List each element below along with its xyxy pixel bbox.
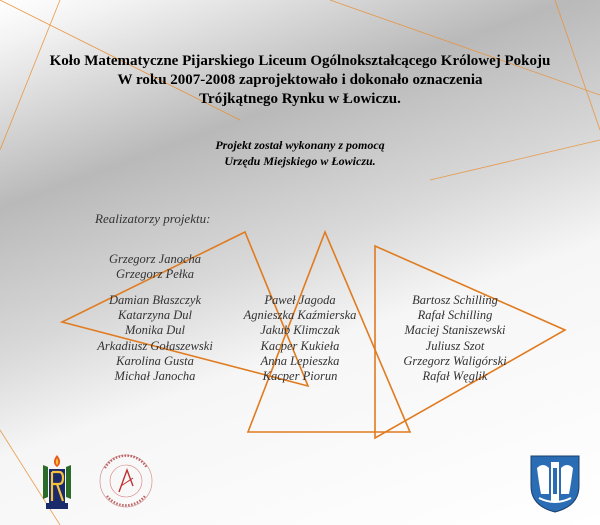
school-logo-icon — [40, 453, 74, 511]
list-item: Damian Błaszczyk — [109, 293, 201, 307]
list-item: Arkadiusz Gołaszewski — [97, 338, 213, 353]
sponsor-line-2: Urzędu Miejskiego w Łowiczu. — [224, 154, 376, 168]
list-item: Grzegorz Waligórski — [403, 353, 507, 368]
list-item: Rafał Schilling — [417, 308, 493, 323]
leaders-list — [70, 252, 240, 282]
list-item: Paweł Jagoda — [264, 293, 336, 307]
members-column-3 — [385, 293, 525, 384]
members-column-2 — [230, 293, 370, 384]
sponsor-note — [0, 137, 600, 169]
list-item: Anna Lepieszka — [260, 353, 340, 368]
list-item: Michał Janocha — [114, 369, 196, 384]
list-item: Karolina Gusta — [116, 353, 194, 368]
title-block — [0, 52, 600, 109]
list-item: Juliusz Szot — [425, 338, 485, 353]
list-item: Grzegorz Janocha — [108, 252, 201, 266]
list-item: Bartosz Schilling — [412, 293, 498, 307]
list-item: Katarzyna Dul — [118, 308, 192, 323]
list-item: Maciej Staniszewski — [404, 323, 506, 338]
title-line-2: W roku 2007-2008 zaprojektowało i dokonało oznaczenia — [117, 72, 483, 88]
team-label: Realizatorzy projektu: — [95, 211, 211, 226]
city-coat-of-arms-icon — [529, 454, 581, 514]
list-item: Kacper Kukieła — [260, 338, 340, 353]
list-item: Rafał Węglik — [422, 369, 488, 384]
list-item: Jakub Klimczak — [260, 323, 340, 338]
sponsor-line-1: Projekt został wykonany z pomocą — [215, 138, 385, 152]
list-item: Agnieszka Kaźmierska — [243, 308, 357, 323]
list-item: Kacper Piorun — [262, 369, 338, 384]
title-line-3: Trójkątnego Rynku w Łowiczu. — [199, 91, 401, 107]
title-line-1: Koło Matematyczne Pijarskiego Liceum Ogólnokształcącego Królowej Pokoju — [49, 53, 551, 69]
members-column-1 — [70, 293, 240, 384]
society-logo-icon — [97, 448, 155, 514]
list-item: Monika Dul — [124, 323, 186, 338]
list-item: Grzegorz Pełka — [115, 267, 195, 282]
